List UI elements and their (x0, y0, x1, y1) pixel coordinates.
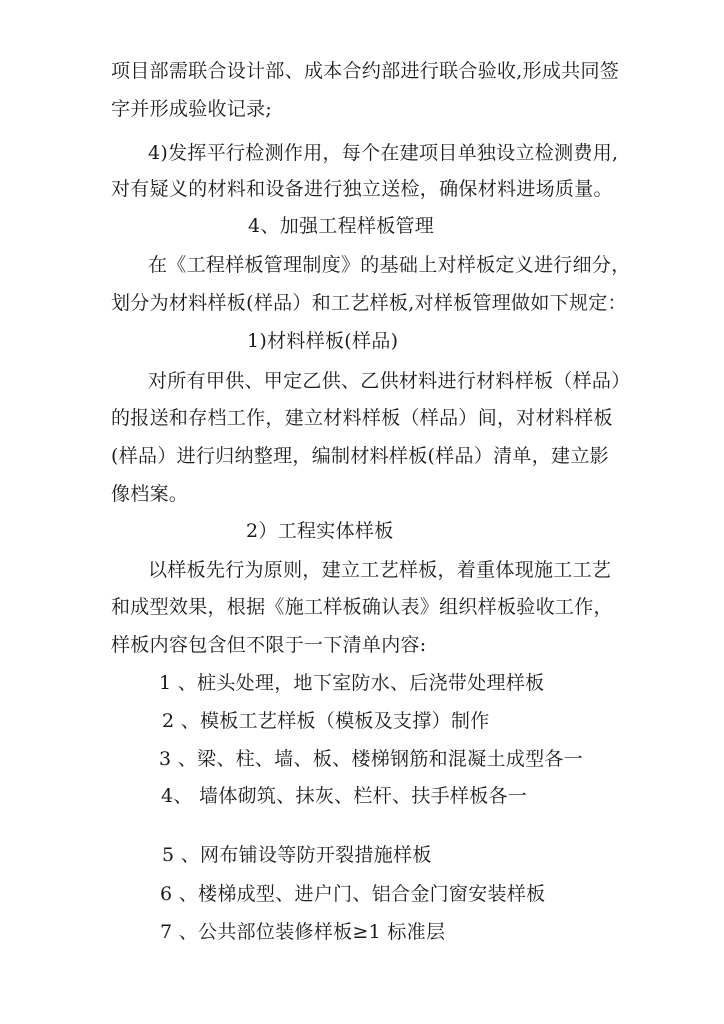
text-line: 在《工程样板管理制度》的基础上对样板定义进行细分， (148, 254, 631, 276)
list-item: 6 、楼梯成型、进户门、铝合金门窗安装样板 (160, 883, 546, 905)
list-item: 3 、梁、柱、墙、板、楼梯钢筋和混凝土成型各一 (159, 748, 584, 770)
list-item: 5 、网布铺设等防开裂措施样板 (162, 844, 432, 866)
text-line: 字并形成验收记录; (111, 98, 273, 120)
text-line: 以样板先行为原则，建立工艺样板，着重体现施工工艺 (148, 559, 612, 581)
section-heading: 4、加强工程样板管理 (248, 215, 435, 237)
list-item: 4、 墙体砌筑、抹灰、栏杆、扶手样板各一 (161, 785, 528, 807)
subsection-heading: 2）工程实体样板 (246, 520, 394, 542)
text-line: 划分为材料样板(样品）和工艺样板,对样板管理做如下规定： (111, 292, 627, 314)
text-line: (样品）进行归纳整理，编制材料样板(样品）清单，建立影 (111, 445, 609, 467)
text-line: 像档案。 (111, 483, 189, 505)
text-line: 对所有甲供、甲定乙供、乙供材料进行材料样板（样品） (148, 370, 631, 392)
text-line: 样板内容包含但不限于一下清单内容: (111, 634, 427, 656)
list-item: 7 、公共部位装修样板≥1 标准层 (160, 921, 446, 943)
text-line: 项目部需联合设计部、成本合约部进行联合验收,形成共同签 (111, 60, 620, 82)
text-line: 和成型效果，根据《施工样板确认表》组织样板验收工作， (111, 596, 613, 618)
list-item: 2 、模板工艺样板（模板及支撑）制作 (162, 710, 490, 732)
subsection-heading: 1)材料样板(样品) (247, 330, 399, 352)
text-line: 对有疑义的材料和设备进行独立送检，确保材料进场质量。 (111, 178, 613, 200)
text-line: 4)发挥平行检测作用，每个在建项目单独设立检测费用, (148, 142, 619, 164)
text-line: 的报送和存档工作，建立材料样板（样品）间，对材料样板 (111, 407, 613, 429)
list-item: 1 、桩头处理，地下室防水、后浇带处理样板 (159, 672, 545, 694)
